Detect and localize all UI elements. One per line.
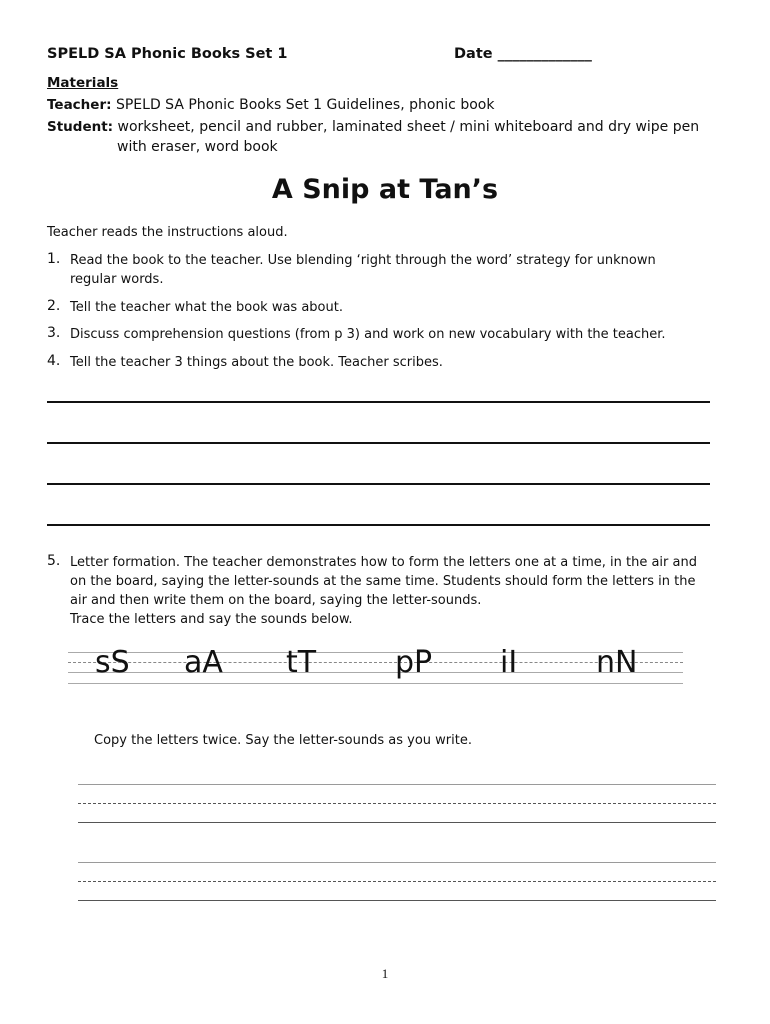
instruction-number: 2. [47, 298, 61, 314]
letter-formation-instructions [70, 553, 725, 629]
writing-mid-line [78, 803, 716, 804]
trace-letter-pair[interactable]: nN [596, 645, 638, 680]
instruction-number: 1. [47, 251, 61, 267]
copy-writing-lines[interactable] [78, 862, 716, 902]
page-number: 1 [381, 966, 389, 981]
page-title: A Snip at Tan’s [271, 174, 499, 205]
instruction-text: Discuss comprehension questions (from p 3) and work on new vocabulary with the teacher. [70, 327, 666, 342]
teacher-label: Teacher: [47, 97, 112, 113]
trace-letter-pair[interactable]: aA [184, 645, 223, 680]
writing-base-line [78, 822, 716, 823]
instruction-number: 3. [47, 325, 61, 341]
series-title: SPELD SA Phonic Books Set 1 [47, 46, 288, 62]
student-materials-text: worksheet, pencil and rubber, laminated sheet / mini whiteboard and dry wipe pen [117, 119, 700, 135]
instruction-text-cont: on the board, saying the letter-sounds at the same time. Students should form the letters in the [70, 574, 696, 589]
instruction-item [70, 325, 725, 344]
instruction-text-cont: regular words. [70, 272, 164, 287]
trace-letter-pair[interactable]: tT [286, 645, 317, 680]
copy-writing-lines[interactable] [78, 784, 716, 824]
trace-letters[interactable] [95, 645, 637, 680]
instruction-text: Tell the teacher what the book was about. [70, 300, 343, 315]
trace-instruction: Trace the letters and say the sounds below. [70, 612, 353, 627]
trace-letter-pair[interactable]: iI [500, 645, 518, 680]
answer-line[interactable] [47, 524, 710, 526]
instruction-item [70, 298, 725, 317]
copy-instruction: Copy the letters twice. Say the letter-sounds as you write. [94, 733, 472, 748]
instruction-number: 5. [47, 553, 61, 569]
writing-top-line [78, 784, 716, 785]
student-materials-row [47, 119, 699, 135]
trace-letter-pair[interactable]: pP [395, 645, 433, 680]
instruction-text: Letter formation. The teacher demonstrates how to form the letters one at a time, in the air and [70, 555, 697, 570]
answer-line[interactable] [47, 483, 710, 485]
answer-line[interactable] [47, 401, 710, 403]
date-field: Date _____________ [454, 46, 592, 62]
instruction-number: 4. [47, 353, 61, 369]
writing-base-line [78, 900, 716, 901]
writing-top-line [78, 862, 716, 863]
instruction-item [70, 353, 725, 372]
answer-line[interactable] [47, 442, 710, 444]
instruction-text: Tell the teacher 3 things about the book. Teacher scribes. [70, 355, 443, 370]
student-label: Student: [47, 119, 114, 135]
writing-mid-line [78, 881, 716, 882]
instruction-item [70, 251, 725, 289]
teacher-materials-text: SPELD SA Phonic Books Set 1 Guidelines, phonic book [115, 97, 495, 113]
guide-bottom-line [68, 683, 683, 684]
instruction-text-cont: air and then write them on the board, saying the letter-sounds. [70, 593, 482, 608]
instruction-text: Read the book to the teacher. Use blending ‘right through the word’ strategy for unknown [70, 253, 656, 268]
intro-text: Teacher reads the instructions aloud. [47, 225, 288, 240]
student-materials-text-cont: with eraser, word book [117, 139, 278, 155]
trace-letter-pair[interactable]: sS [95, 645, 130, 680]
teacher-materials-row [47, 97, 494, 113]
materials-heading: Materials [47, 75, 119, 91]
